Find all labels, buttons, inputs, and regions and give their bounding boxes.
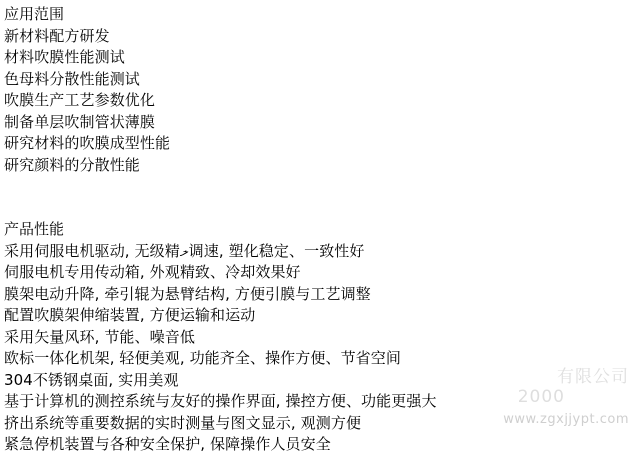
section-heading: 应用范围 (4, 5, 65, 23)
section-product-performance (4, 219, 635, 456)
section-line: 配置吹膜架伸缩装置, 方便运输和运动 (4, 306, 256, 324)
watermark-company: 有限公司 (557, 367, 629, 387)
section-line: 紧急停机装置与各种安全保护, 保障操作人员安全 (4, 435, 331, 453)
section-line: 采用矢量风环, 节能、噪音低 (4, 327, 195, 346)
section-line: 色母料分散性能测试 (4, 69, 140, 88)
watermark-url: www.zgxjjypt.com (503, 412, 629, 427)
section-line: 采用伺服电机驱动, 无级精ލ调速, 塑化稳定、一致性好 (4, 241, 365, 260)
section-line: 伺服电机专用传动箱, 外观精致、冷却效果好 (4, 263, 301, 281)
section-line: 研究颜料的分散性能 (4, 155, 140, 174)
section-line: 膜架电动升降, 牵引辊为悬臂结构, 方便引膜与工艺调整 (4, 284, 371, 303)
section-line: 挤出系统等重要数据的实时测量与图文显示, 观测方便 (4, 413, 362, 432)
section-line: 欧标一体化机架, 轻便美观, 功能齐全、操作方便、节省空间 (4, 349, 401, 367)
section-application-scope (4, 4, 635, 176)
section-line: 研究材料的吹膜成型性能 (4, 134, 171, 152)
section-heading: 产品性能 (4, 220, 65, 238)
section-line: 吹膜生产工艺参数优化 (4, 91, 156, 109)
section-line: 新材料配方研发 (4, 26, 110, 45)
section-line: 材料吹膜性能测试 (4, 48, 125, 66)
section-line: 制备单层吹制管状薄膜 (4, 112, 156, 131)
section-line: 基于计算机的测控系统与友好的操作界面, 操控方便、功能更强大 (4, 392, 437, 410)
watermark-number: 2000 (517, 387, 565, 407)
section-line: 304不锈钢桌面, 实用美观 (4, 370, 179, 389)
section-spacer (4, 176, 635, 219)
